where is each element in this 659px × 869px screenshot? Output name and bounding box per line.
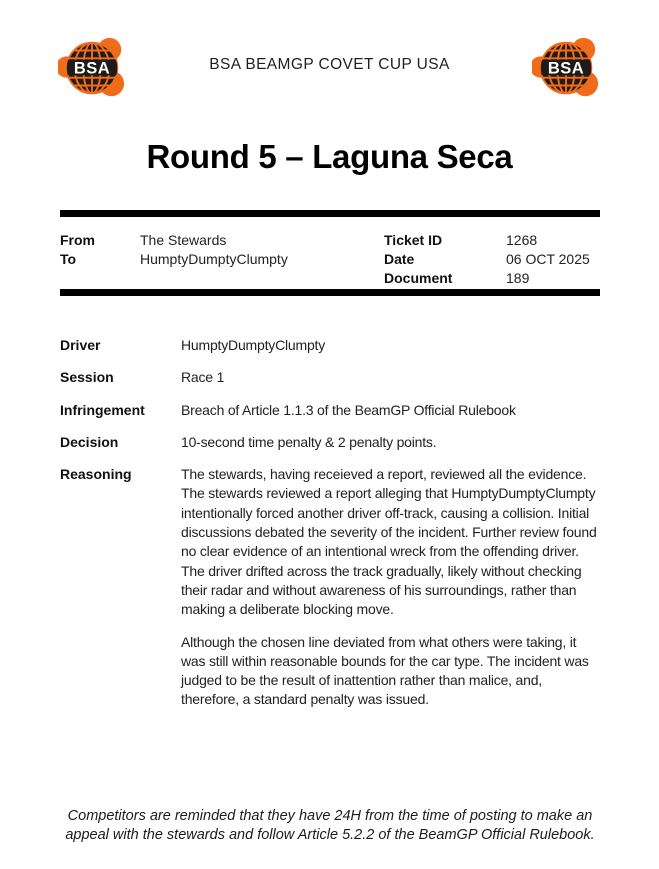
meta-row-document — [384, 269, 600, 288]
detail-row-driver — [60, 336, 600, 355]
meta-row-ticket-id — [384, 231, 600, 250]
reasoning-paragraph-2: Although the chosen line deviated from what others were taking, it was still within reasonable bounds for the car type. The incident was judged to be the result of inattention rather than malice, and, therefore, a standard penalty was issued. — [181, 633, 589, 708]
details-section — [60, 336, 600, 723]
infringement-value: Breach of Article 1.1.3 of the BeamGP Official Rulebook — [181, 401, 516, 418]
session-label: Session — [60, 369, 114, 386]
meta-row-from — [60, 231, 380, 250]
document-label: Document — [384, 270, 453, 287]
infringement-label: Infringement — [60, 401, 145, 418]
document-value: 189 — [506, 270, 530, 287]
reasoning-paragraph-1: The stewards, having receieved a report, reviewed all the evidence. The stewards reviewed a report alleging that HumptyDumptyClumpty intentionally forced another driver off-track, causing a collision. Initial discussions debated the severity of the incident. Further review found no clear evidence of an intentional wreck from the offending driver. The driver drifted across the track gradually, likely without checking their radar and without awareness of his surroundings, rather than making a deliberate blocking move. — [181, 466, 597, 618]
detail-row-infringement — [60, 401, 600, 420]
detail-row-decision — [60, 433, 600, 452]
meta-column-right — [384, 231, 600, 289]
detail-row-session — [60, 368, 600, 387]
appeal-note: Competitors are reminded that they have 24H from the time of posting to make an appeal with the stewards and follow Article 5.2.2 of the BeamGP Official Rulebook. — [65, 808, 595, 844]
reasoning-label: Reasoning — [60, 466, 132, 483]
round-title: Round 5 – Laguna Seca — [146, 138, 513, 175]
driver-value: HumptyDumptyClumpty — [181, 337, 326, 353]
ticket-id-label: Ticket ID — [384, 232, 443, 248]
meta-row-to — [60, 250, 380, 269]
detail-row-reasoning — [60, 465, 600, 710]
decision-value: 10-second time penalty & 2 penalty points. — [181, 433, 437, 450]
date-label: Date — [384, 251, 415, 268]
series-title: BSA BEAMGP COVET CUP USA — [209, 56, 450, 73]
to-value: HumptyDumptyClumpty — [140, 251, 288, 268]
reasoning-value — [181, 465, 600, 710]
driver-label: Driver — [60, 337, 101, 353]
logo-text: BSA — [73, 58, 111, 78]
from-value: The Stewards — [140, 232, 227, 248]
session-value: Race 1 — [181, 369, 225, 386]
from-label: From — [60, 232, 95, 248]
ticket-id-value: 1268 — [506, 232, 538, 248]
meta-section — [60, 210, 600, 296]
logo-text: BSA — [547, 58, 585, 78]
meta-column-left — [60, 231, 380, 269]
to-label: To — [60, 251, 77, 268]
date-value: 06 OCT 2025 — [506, 251, 590, 268]
meta-row-date — [384, 250, 600, 269]
decision-label: Decision — [60, 433, 119, 450]
